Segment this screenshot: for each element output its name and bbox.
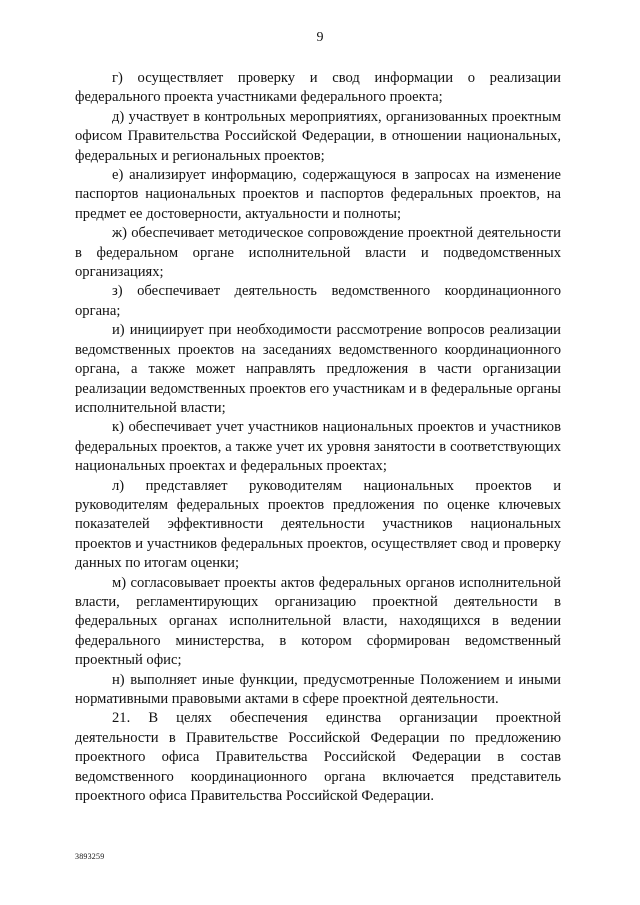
paragraph-d: д) участвует в контрольных мероприятиях, организованных проектным офисом Правительства Российской Федерации, в отношении национальных, федеральных и региональных проектов;	[75, 108, 561, 164]
document-code: 3893259	[75, 852, 105, 861]
paragraph-l: л) представляет руководителям национальных проектов и руководителям федеральных проектов предложения по оценке ключевых показателей эффективности деятельности участников национальных проектов и участников федеральных проектов, осуществляет свод и проверку данных по итогам оценки;	[75, 477, 561, 572]
paragraph-zh: ж) обеспечивает методическое сопровождение проектной деятельности в федеральном органе исполнительной власти и подведомственных организациях;	[75, 225, 561, 281]
paragraph-g: г) осуществляет проверку и свод информации о реализации федерального проекта участниками федерального проекта;	[75, 70, 561, 106]
paragraph-i: и) инициирует при необходимости рассмотрение вопросов реализации ведомственных проектов на заседаниях ведомственного координационного органа, а также может направлять предложения в части организации реализации ведомственных проектов его участникам и в федеральные органы исполнительной власти;	[75, 322, 561, 416]
paragraph-m: м) согласовывает проекты актов федеральных органов исполнительной власти, регламентирующих организацию проектной деятельности в федеральных органах исполнительной власти, находящихся в ведении федерального министерства, в котором сформирован ведомственный проектный офис;	[75, 574, 561, 669]
paragraph-z: з) обеспечивает деятельность ведомственного координационного органа;	[75, 283, 561, 319]
paragraph-e: е) анализирует информацию, содержащуюся в запросах на изменение паспортов национальных проектов и паспортов федеральных проектов, на предмет ее достоверности, актуальности и полноты;	[75, 167, 561, 222]
page-number: 9	[316, 30, 324, 45]
document-body	[75, 69, 561, 806]
paragraph-21: 21. В целях обеспечения единства организации проектной деятельности в Правительстве Российской Федерации по предложению проектного офиса Правительства Российской Федерации в состав ведомственного координационного органа включается представитель проектного офиса Правительства Российской Федерации.	[75, 710, 561, 805]
paragraph-n: н) выполняет иные функции, предусмотренные Положением и иными нормативными правовыми актами в сфере проектной деятельности.	[75, 671, 561, 707]
paragraph-k: к) обеспечивает учет участников национальных проектов и участников федеральных проектов, а также учет их уровня занятости в соответствующих национальных проектах и федеральных проектах;	[75, 419, 561, 475]
